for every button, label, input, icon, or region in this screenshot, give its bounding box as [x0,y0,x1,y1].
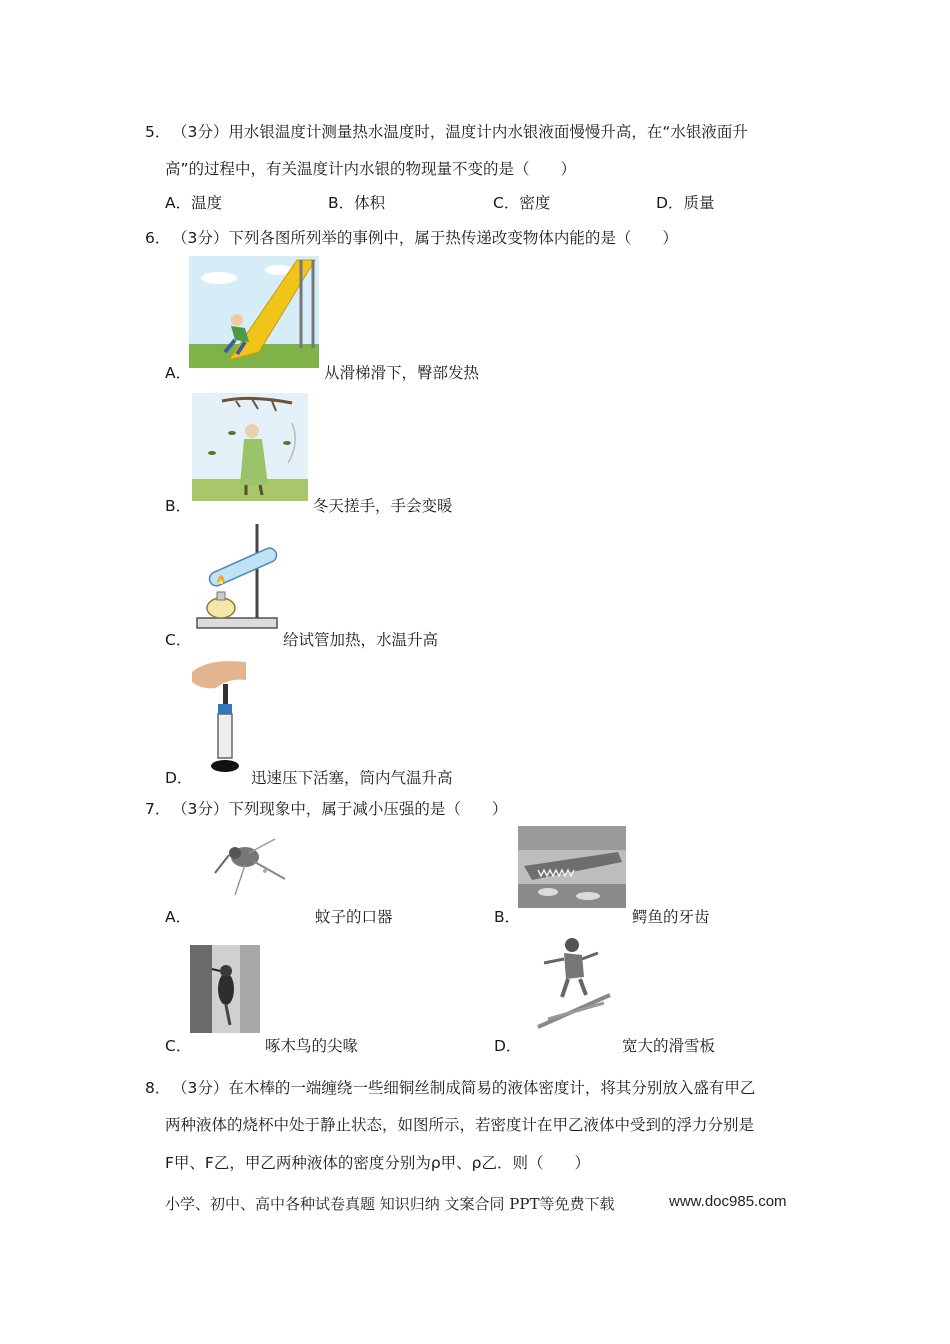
q5-stem-line1: （3分）用水银温度计测量热水温度时，温度计内水银液面慢慢升高，在“水银液面升 [172,123,748,141]
q7-option-d-text: 宽大的滑雪板 [622,1037,716,1055]
q7-option-c-text: 啄木鸟的尖喙 [265,1037,359,1055]
test-tube-heating-illustration [195,522,283,634]
q8-number: 8． [145,1079,171,1097]
q7-option-a-letter: A． [165,908,192,926]
q6-option-c-letter: C． [165,631,192,649]
q5-option-a [165,191,222,213]
q5-option-letter: B． [328,194,355,212]
q5-option-text: 质量 [683,194,715,212]
q6-option-b-letter: B． [165,497,192,515]
q6-option-d-letter: D． [165,769,193,787]
q5-stem-line2: 高”的过程中，有关温度计内水银的物现量不变的是（ ） [165,160,577,178]
q7-stem-line1: （3分）下列现象中，属于减小压强的是（ ） [172,800,508,818]
q5-option-letter: D． [656,194,684,212]
q5-option-text: 温度 [191,194,223,212]
q5-option-b [328,191,385,213]
piston-illustration [188,658,250,776]
footer-url[interactable]: www.doc985.com [669,1193,787,1210]
q6-stem-line1: （3分）下列各图所列举的事例中，属于热传递改变物体内能的是（ ） [172,229,678,247]
q6-option-a-text: 从滑梯滑下，臀部发热 [324,364,480,382]
q8-stem-line1: （3分）在木棒的一端缠绕一些细铜丝制成简易的液体密度计，将其分别放入盛有甲乙 [172,1079,756,1097]
mosquito-image [205,833,315,905]
q6-option-b-text: 冬天搓手，手会变暖 [313,497,453,515]
skier-image [530,933,616,1031]
q5-option-text: 体积 [354,194,386,212]
q7-number: 7． [145,800,171,818]
crocodile-image [518,826,626,908]
q5-option-letter: A． [165,194,192,212]
woodpecker-image [190,945,260,1033]
q7-option-a-text: 蚊子的口器 [315,908,393,926]
q5-option-d [656,191,714,213]
q5-option-c [493,191,550,213]
q7-option-d-letter: D． [494,1037,522,1055]
q6-option-a-letter: A． [165,364,192,382]
q6-number: 6． [145,229,171,247]
q7-option-c-letter: C． [165,1037,192,1055]
footer-text: 小学、初中、高中各种试卷真题 知识归纳 文案合同 PPT等免费下载 [165,1195,615,1213]
q5-number: 5． [145,123,171,141]
q8-stem-line3: F甲、F乙，甲乙两种液体的密度分别为ρ甲、ρ乙．则（ ） [165,1154,591,1172]
q7-option-b-letter: B． [494,908,521,926]
q6-option-c-text: 给试管加热，水温升高 [283,631,439,649]
q6-option-d-text: 迅速压下活塞，筒内气温升高 [251,769,453,787]
q5-option-letter: C． [493,194,520,212]
q7-option-b-text: 鳄鱼的牙齿 [632,908,710,926]
q5-option-text: 密度 [519,194,551,212]
slide-illustration [189,256,319,368]
q8-stem-line2: 两种液体的烧杯中处于静止状态，如图所示，若密度计在甲乙液体中受到的浮力分别是 [165,1116,755,1134]
rubbing-hands-illustration [192,393,308,501]
